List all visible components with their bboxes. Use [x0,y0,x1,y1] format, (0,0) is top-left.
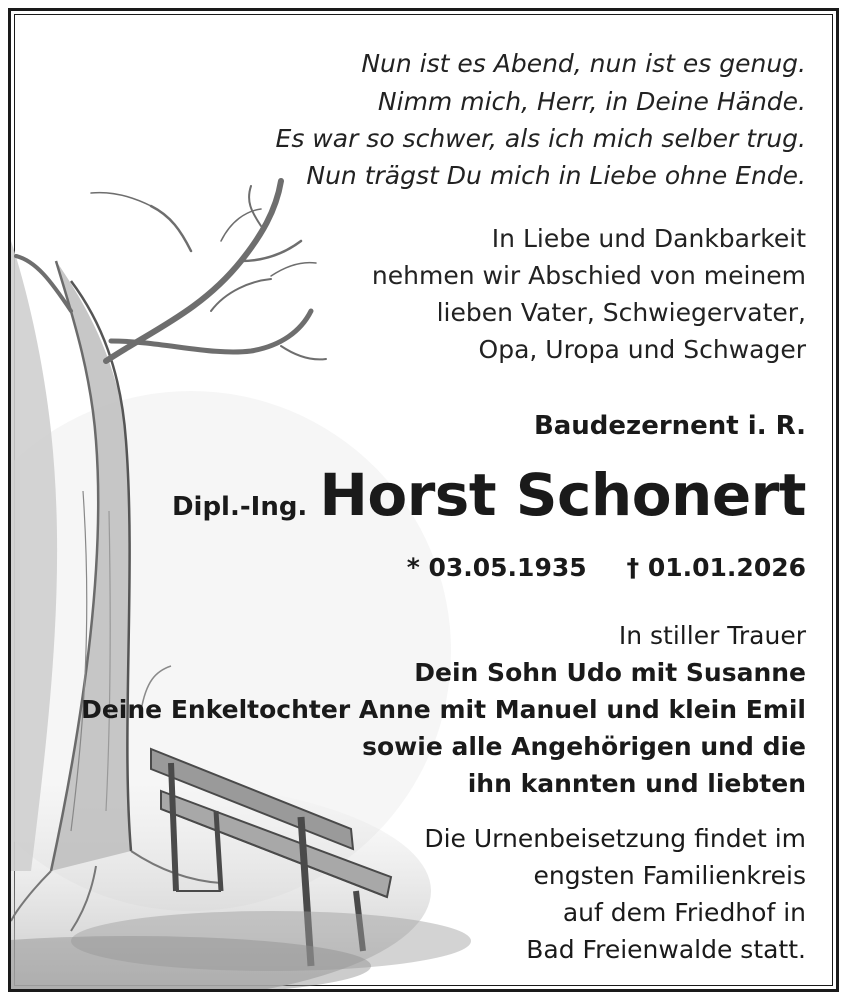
intro-line: nehmen wir Abschied von meinem [371,261,806,290]
intro-line: In Liebe und Dankbarkeit [491,224,806,253]
burial-line: auf dem Friedhof in [562,898,806,927]
burial-line: Bad Freienwalde statt. [526,935,806,964]
intro-line: Opa, Uropa und Schwager [478,335,806,364]
deceased-name: Horst Schonert [319,461,806,529]
poem-line: Nimm mich, Herr, in Deine Hände. [377,87,806,116]
burial-line: engsten Familienkreis [533,861,806,890]
poem-line: Nun ist es Abend, nun ist es genug. [361,49,806,78]
burial-line: Die Urnenbeisetzung findet im [424,824,806,853]
mourner-line: ihn kannten und liebten [467,769,806,798]
poem-line: Nun trägst Du mich in Liebe ohne Ende. [306,161,806,190]
deceased-name-line [172,461,806,529]
obituary-text [11,11,836,989]
academic-prefix: Dipl.-Ing. [171,492,308,522]
deceased-title: Baudezernent i. R. [533,411,806,441]
mourner-line: sowie alle Angehörigen und die [362,732,806,761]
mourner-line: Dein Sohn Udo mit Susanne [414,658,806,687]
birth-date: * 03.05.1935 [406,553,587,582]
death-date: † 01.01.2026 [626,553,806,582]
intro-line: lieben Vater, Schwiegervater, [436,298,806,327]
obituary-frame [8,8,839,992]
poem-line: Es war so schwer, als ich mich selber trug. [275,124,806,153]
mourner-line: Deine Enkeltochter Anne mit Manuel und klein Emil [81,695,806,724]
life-dates [407,553,806,582]
mourners-intro: In stiller Trauer [618,621,806,650]
